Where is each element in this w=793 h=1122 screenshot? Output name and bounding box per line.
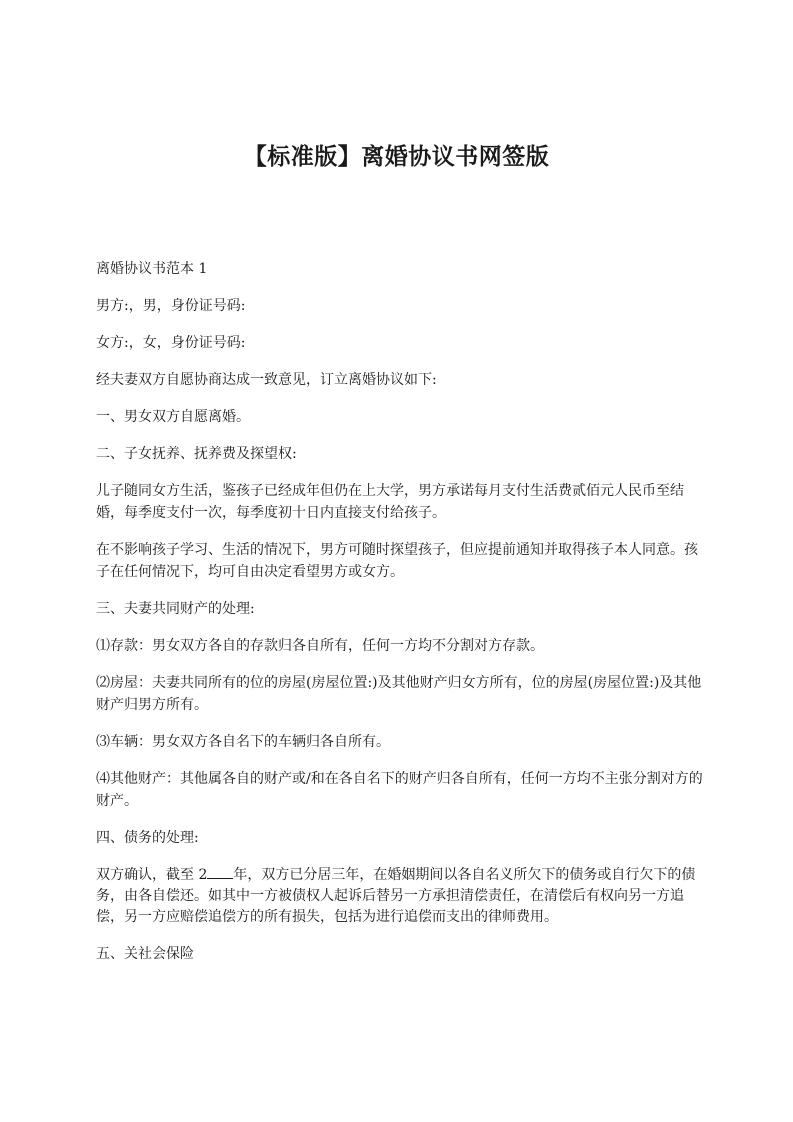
clause-1: 一、男女双方自愿离婚。 [96, 409, 250, 425]
clause-3-heading: 三、夫妻共同财产的处理: [96, 601, 255, 617]
woman-info-line: 女方:，女，身份证号码: [96, 335, 246, 351]
year-blank [207, 864, 233, 879]
intro-paragraph: 经夫妻双方自愿协商达成一致意见，订立离婚协议如下: [96, 372, 437, 388]
clause-3-item-4: ⑷其他财产：其他属各自的财产或/和在各自名下的财产归各自所有，任何一方均不主张分割对方的财产。 [96, 771, 703, 809]
clause-2-paragraph-2: 在不影响孩子学习、生活的情况下，男方可随时探望孩子，但应提前通知并取得孩子本人同意。孩子在任何情况下，均可自由决定看望男方或女方。 [96, 542, 698, 580]
man-info-line: 男方:，男，身份证号码: [96, 298, 246, 314]
clause-4-paragraph [96, 864, 708, 928]
sample-heading: 离婚协议书范本 1 [96, 261, 208, 277]
document-title: 【标准版】离婚协议书网签版 [243, 144, 550, 170]
clause-3-item-3: ⑶车辆：男女双方各自名下的车辆归各自所有。 [96, 734, 390, 750]
clause-2-paragraph-1: 儿子随同女方生活，鉴孩子已经成年但仍在上大学，男方承诺每月支付生活费贰佰元人民币至结婚，每季度支付一次，每季度初十日内直接支付给孩子。 [96, 483, 684, 521]
document-body [96, 258, 708, 980]
clause-3-item-1: ⑴存款：男女双方各自的存款归各自所有，任何一方均不分割对方存款。 [96, 638, 544, 654]
clause-2-heading: 二、子女抚养、抚养费及探望权: [96, 446, 297, 462]
clause-3-item-2: ⑵房屋：夫妻共同所有的位的房屋(房屋位置:)及其他财产归女方所有，位的房屋(房屋位置:)及其他财产归男方所有。 [96, 675, 702, 713]
clause-4-heading: 四、债务的处理: [96, 830, 199, 846]
clause-4-prefix: 双方确认，截至 2 [96, 867, 208, 883]
clause-4-rest: 年，双方已分居三年，在婚姻期间以各自名义所欠下的债务或自行欠下的债务，由各自偿还。如其中一方被债权人起诉后替另一方承担清偿责任，在清偿后有权向另一方追偿，另一方应赔偿追偿方的所有损失，包括为进行追偿而支出的律师费用。 [96, 867, 696, 925]
clause-5-heading: 五、关社会保险 [96, 946, 194, 962]
